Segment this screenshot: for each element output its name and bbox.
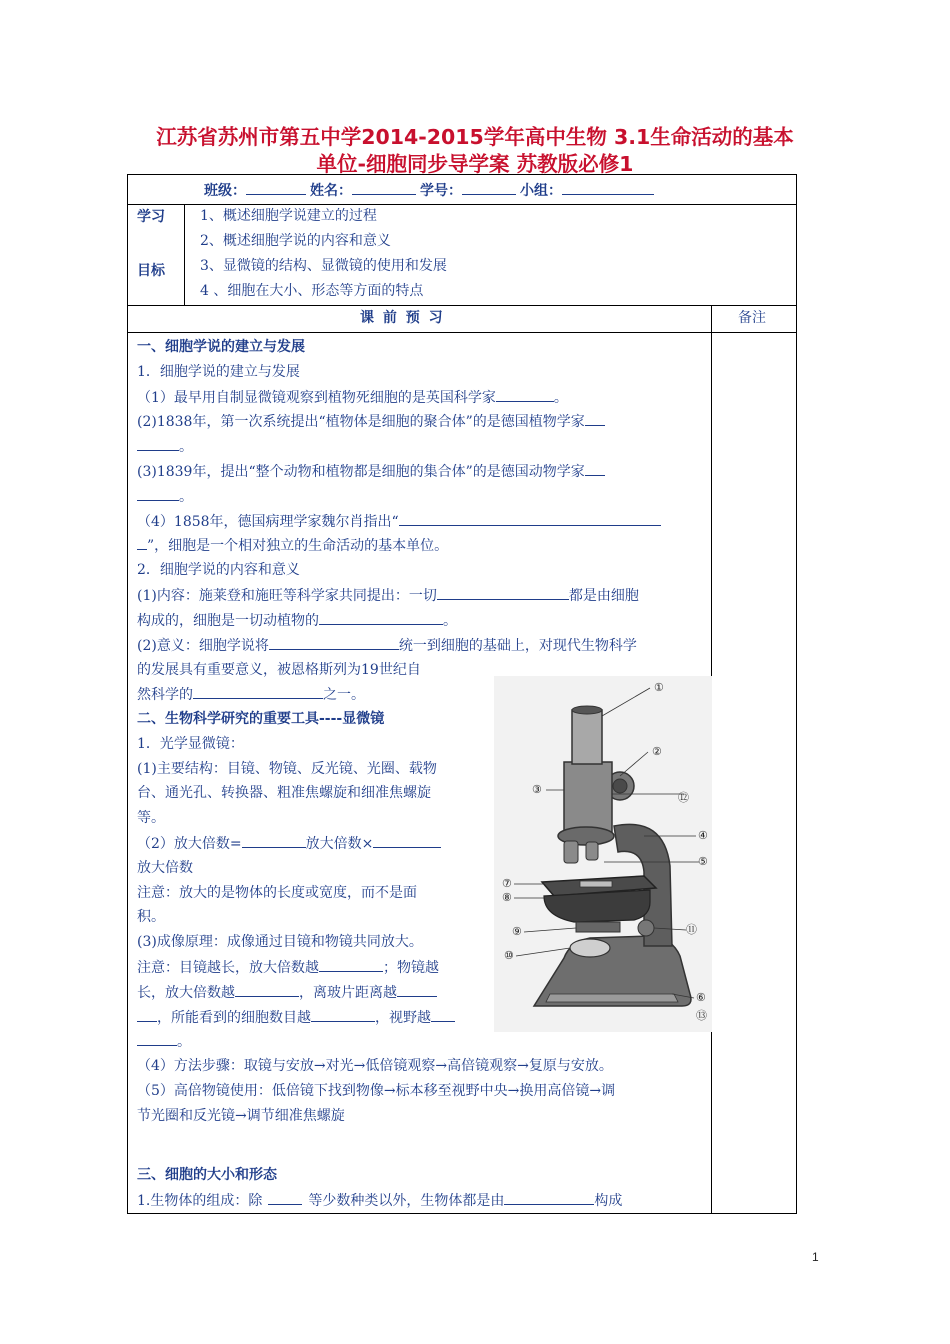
blank[interactable] (319, 610, 443, 625)
section2-s4: (3)成像原理：成像通过目镜和物镜共同放大。 (137, 934, 423, 950)
figure-label: ③ (532, 783, 542, 796)
section2-s3b: 积。 (137, 909, 165, 925)
figure-label: ④ (698, 829, 708, 842)
blank[interactable] (373, 833, 441, 848)
blank[interactable] (137, 486, 179, 501)
section3-p1: 1.生物体的组成：除 等少数种类以外，生物体都是由 构成 (137, 1190, 622, 1211)
document-title (120, 124, 830, 178)
number-label: 学号： (420, 183, 462, 199)
figure-label: ⑧ (502, 891, 512, 904)
blank[interactable] (242, 833, 306, 848)
name-blank[interactable] (352, 180, 416, 195)
section1-p3-cont: 。 (137, 486, 193, 507)
blank[interactable] (137, 1031, 177, 1046)
title-line-2: 单位-细胞同步导学案 苏教版必修1 (316, 152, 634, 176)
page-number: 1 (812, 1250, 819, 1264)
section1-p6-cont2: 然科学的 之一。 (137, 684, 365, 705)
figure-label: ⑤ (698, 855, 708, 868)
blank[interactable] (311, 1007, 375, 1022)
section3-heading: 三、细胞的大小和形态 (137, 1167, 277, 1183)
section2-s7a: （5）高倍物镜使用：低倍镜下找到物像→标本移至视野中央→换用高倍镜→调 (137, 1083, 616, 1099)
section1-sub2: 2．细胞学说的内容和意义 (137, 562, 300, 578)
microscope-illustration (494, 676, 712, 1032)
goal-item: 4 、细胞在大小、形态等方面的特点 (200, 283, 424, 299)
blank[interactable] (585, 411, 605, 426)
header-info-row (204, 180, 654, 201)
section2-heading: 二、生物科学研究的重要工具----显微镜 (137, 711, 385, 727)
section1-p2-cont: 。 (137, 436, 193, 457)
goals-label-bottom: 目标 (137, 263, 165, 279)
figure-label: ⑪ (686, 923, 697, 936)
section2-s5c: ，所能看到的细胞数目越 ，视野越 (137, 1007, 455, 1028)
row-divider (128, 204, 796, 205)
figure-label: ⑫ (678, 791, 689, 804)
goal-item: 3、显微镜的结构、显微镜的使用和发展 (200, 258, 447, 274)
section2-s7b: 节光圈和反光镜→调节细准焦螺旋 (137, 1108, 345, 1124)
section2-s5a: 注意：目镜越长，放大倍数越 ；物镜越 (137, 957, 439, 978)
section1-p1: （1）最早用自制显微镜观察到植物死细胞的是英国科学家 。 (137, 387, 568, 408)
section1-p5-cont: 构成的，细胞是一切动植物的 。 (137, 610, 457, 631)
figure-label: ⑬ (696, 1009, 707, 1022)
section1-sub1: 1．细胞学说的建立与发展 (137, 364, 300, 380)
section1-p6-cont: 的发展具有重要意义，被恩格斯列为19世纪自 (137, 662, 421, 678)
figure-label: ⑥ (696, 991, 706, 1004)
section1-p4-cont: ”，细胞是一个相对独立的生命活动的基本单位。 (137, 535, 448, 556)
blank[interactable] (193, 684, 323, 699)
section1-p4: （4）1858年，德国病理学家魏尔肖指出“ (137, 511, 661, 532)
figure-label: ② (652, 745, 662, 758)
section1-heading: 一、细胞学说的建立与发展 (137, 339, 305, 355)
goals-divider (184, 204, 185, 305)
section1-p5: (1)内容：施莱登和施旺等科学家共同提出：一切 都是由细胞 (137, 585, 639, 606)
figure-label: ① (654, 681, 664, 694)
section1-p3: (3)1839年，提出“整个动物和植物都是细胞的集合体”的是德国动物学家 (137, 461, 605, 482)
section2-s2: （2）放大倍数= 放大倍数× (137, 833, 441, 854)
blank[interactable] (137, 535, 147, 550)
figure-label: ⑨ (512, 925, 522, 938)
blank[interactable] (319, 957, 383, 972)
section1-p6: (2)意义：细胞学说将 统一到细胞的基础上，对现代生物科学 (137, 635, 637, 656)
blank[interactable] (496, 387, 554, 402)
group-blank[interactable] (562, 180, 654, 195)
blank[interactable] (235, 982, 299, 997)
remarks-title: 备注 (738, 310, 766, 326)
blank[interactable] (397, 982, 437, 997)
goals-label-top: 学习 (137, 209, 165, 225)
row-divider (128, 332, 796, 333)
blank[interactable] (137, 1007, 157, 1022)
goal-item: 2、概述细胞学说的内容和意义 (200, 233, 391, 249)
section1-p2: (2)1838年，第一次系统提出“植物体是细胞的聚合体”的是德国植物学家 (137, 411, 605, 432)
blank[interactable] (437, 585, 569, 600)
title-line-1: 江苏省苏州市第五中学2014-2015学年高中生物 3.1生命活动的基本 (156, 125, 794, 149)
blank[interactable] (268, 1190, 302, 1205)
blank[interactable] (504, 1190, 594, 1205)
class-blank[interactable] (246, 180, 306, 195)
section2-s6: （4）方法步骤：取镜与安放→对光→低倍镜观察→高倍镜观察→复原与安放。 (137, 1058, 613, 1074)
section2-s3a: 注意：放大的是物体的长度或宽度，而不是面 (137, 885, 417, 901)
blank[interactable] (399, 511, 661, 526)
section2-s1a: (1)主要结构：目镜、物镜、反光镜、光圈、载物 (137, 761, 437, 777)
blank[interactable] (431, 1007, 455, 1022)
section2-s5d: 。 (137, 1031, 191, 1052)
blank[interactable] (585, 461, 605, 476)
figure-label: ⑦ (502, 877, 512, 890)
blank[interactable] (269, 635, 399, 650)
blank[interactable] (137, 436, 179, 451)
section2-sub1: 1．光学显微镜： (137, 736, 244, 752)
section2-s5b: 长，放大倍数越 ，离玻片距离越 (137, 982, 437, 1003)
section2-s1c: 等。 (137, 810, 165, 826)
class-label: 班级： (204, 183, 246, 199)
microscope-figure (494, 676, 712, 1032)
goal-item: 1、概述细胞学说建立的过程 (200, 208, 377, 224)
row-divider (128, 305, 796, 306)
name-label: 姓名： (310, 183, 352, 199)
section2-s1b: 台、通光孔、转换器、粗准焦螺旋和细准焦螺旋 (137, 785, 431, 801)
section2-s2c: 放大倍数 (137, 860, 193, 876)
figure-label: ⑩ (504, 949, 514, 962)
preview-title: 课 前 预 习 (360, 310, 445, 326)
number-blank[interactable] (462, 180, 516, 195)
group-label: 小组： (520, 183, 562, 199)
